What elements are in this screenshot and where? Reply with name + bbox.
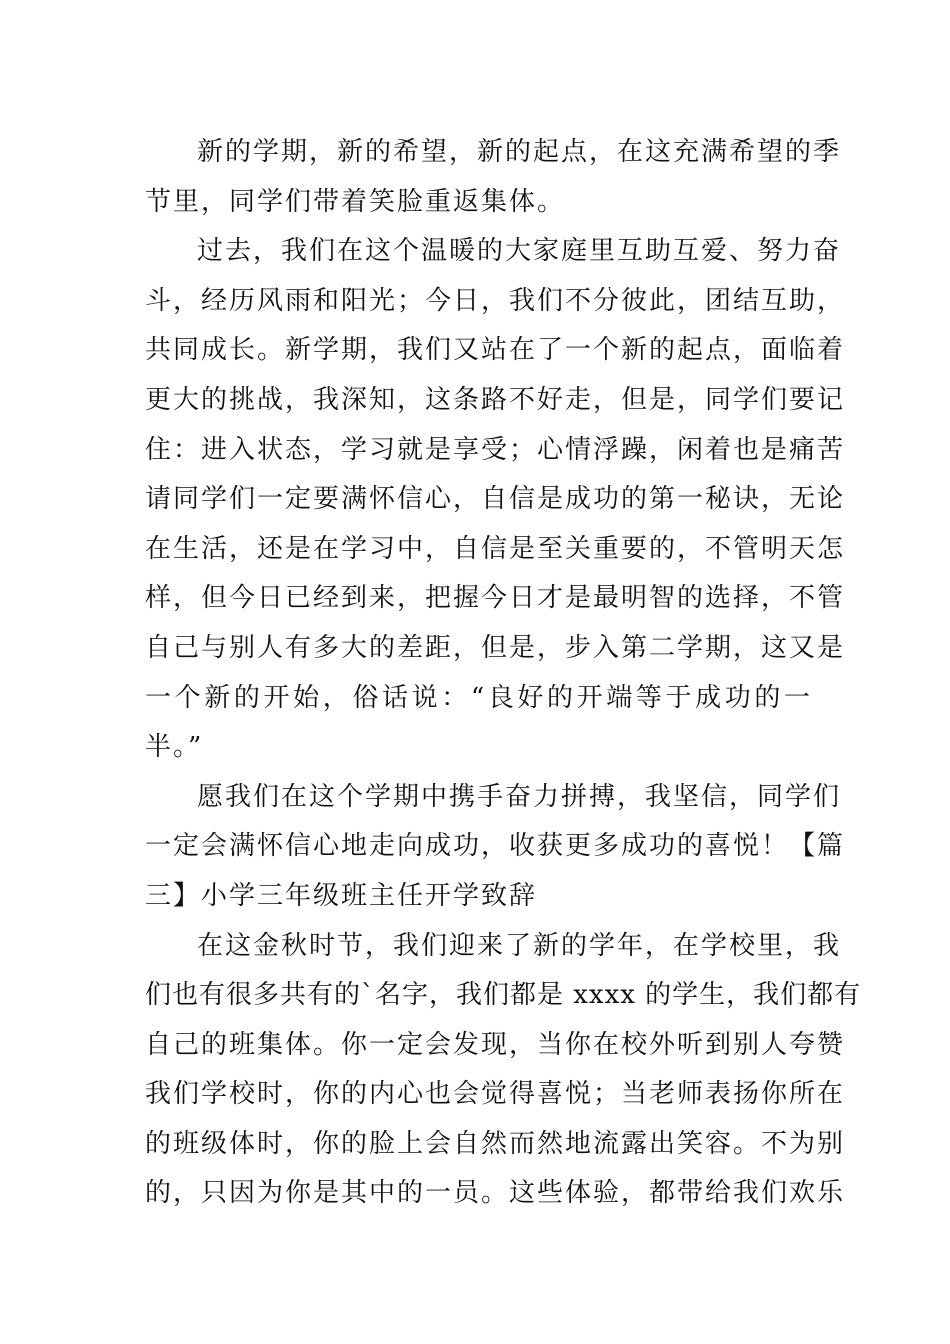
text-line: 的班级体时，你的脸上会自然而然地流露出笑容。不为别	[145, 1128, 846, 1159]
text-line: 更大的挑战，我深知，这条路不好走，但是，同学们要记	[145, 384, 846, 415]
text-line: 的，只因为你是其中的一员。这些体验，都带给我们欢乐	[145, 1178, 846, 1209]
text-line: 在生活，还是在学习中，自信是至关重要的，不管明天怎	[145, 533, 846, 564]
text-line: 住：进入状态，学习就是享受；心情浮躁，闲着也是痛苦	[145, 434, 846, 465]
text-line: 们也有很多共有的`名字，我们都是 xxxx 的学生，我们都有	[145, 980, 862, 1011]
text-line: 一个新的开始，俗话说：“良好的开端等于成功的一	[145, 682, 810, 713]
text-line: 请同学们一定要满怀信心，自信是成功的第一秘诀，无论	[145, 484, 846, 515]
text-line: 样，但今日已经到来，把握今日才是最明智的选择，不管	[145, 583, 846, 614]
text-line: 节里，同学们带着笑脸重返集体。	[145, 186, 566, 217]
text-line: 愿我们在这个学期中携手奋力拼搏，我坚信，同学们	[197, 781, 842, 812]
text-line: 在这金秋时节，我们迎来了新的学年，在学校里，我	[197, 930, 842, 961]
text-line: 我们学校时，你的内心也会觉得喜悦；当老师表扬你所在	[145, 1079, 846, 1110]
text-line: 自己的班集体。你一定会发现，当你在校外听到别人夸赞	[145, 1029, 846, 1060]
text-line: 过去，我们在这个温暖的大家庭里互助互爱、努力奋	[197, 236, 842, 267]
text-line: 一定会满怀信心地走向成功，收获更多成功的喜悦！【篇	[145, 831, 846, 862]
document-body	[145, 128, 862, 1219]
text-line: 三】小学三年级班主任开学致辞	[145, 880, 538, 911]
text-line: 自己与别人有多大的差距，但是，步入第二学期，这又是	[145, 632, 846, 663]
text-line: 共同成长。新学期，我们又站在了一个新的起点，面临着	[145, 335, 846, 366]
text-line: 斗，经历风雨和阳光；今日，我们不分彼此，团结互助，	[145, 285, 846, 316]
text-line: 新的学期，新的希望，新的起点，在这充满希望的季	[197, 137, 842, 167]
text-line: 半。”	[145, 732, 204, 763]
